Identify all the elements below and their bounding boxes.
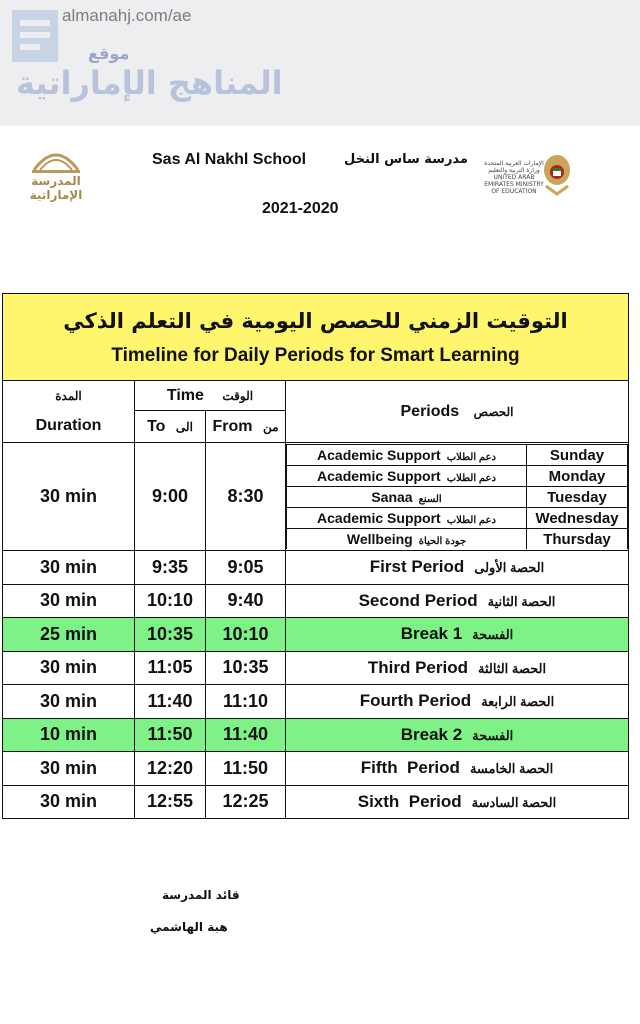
period-ar: الحصة الرابعة [481, 694, 555, 710]
periods-header-en: Periods [400, 402, 460, 420]
activity-ar: دعم الطلاب [446, 452, 496, 463]
row-from: 9:40 [206, 584, 286, 618]
principal-name: هبة الهاشمي [150, 920, 228, 934]
row-to: 10:10 [135, 584, 206, 618]
day-activity [287, 529, 527, 550]
activity-en: Academic Support [317, 447, 441, 463]
first-block-from: 8:30 [206, 443, 286, 551]
watermark-banner [0, 0, 640, 126]
ministry-text: الإمارات العربية المتحدة وزارة التربية والتعليم UNITED ARAB EMIRATES MINISTRY OF EDUCATION [484, 160, 544, 195]
period-row [3, 685, 629, 719]
day-name: Monday [527, 466, 628, 487]
school-logo-text: المدرسة الإماراتية [29, 174, 83, 202]
duration-header-en: Duration [35, 417, 102, 435]
row-from: 10:35 [206, 651, 286, 685]
period-row [3, 584, 629, 618]
row-period [286, 618, 629, 652]
from-header [206, 411, 286, 443]
day-activity [287, 466, 527, 487]
row-duration: 30 min [3, 551, 135, 585]
day-row [287, 445, 628, 466]
from-header-ar: من [262, 419, 279, 434]
academic-year: 2021-2020 [262, 200, 339, 217]
uae-emblem-icon [540, 150, 574, 198]
row-to: 12:55 [135, 785, 206, 819]
period-en: Fourth Period [359, 691, 472, 711]
period-ar: الفسحة [472, 727, 514, 743]
periods-header-ar: الحصص [473, 404, 514, 419]
day-activity [287, 487, 527, 508]
row-period [286, 685, 629, 719]
row-from: 11:10 [206, 685, 286, 719]
period-ar: الحصة الثانية [487, 593, 556, 609]
period-en: First Period [369, 557, 465, 577]
day-activity [287, 445, 527, 466]
watermark-logo-icon [8, 6, 62, 66]
row-period [286, 551, 629, 585]
row-from: 9:05 [206, 551, 286, 585]
to-header-en: To [147, 417, 166, 435]
period-en: Third Period [367, 657, 468, 677]
time-header-en: Time [166, 386, 204, 404]
duration-header-ar: المدة [55, 388, 82, 403]
first-block-duration: 30 min [3, 443, 135, 551]
period-row [3, 551, 629, 585]
row-to: 11:05 [135, 651, 206, 685]
period-en: Second Period [358, 590, 478, 610]
period-en: Fifth Period [360, 758, 460, 778]
period-row [3, 651, 629, 685]
period-ar: الحصة السادسة [471, 794, 557, 810]
activity-ar: السنع [418, 494, 442, 505]
row-duration: 30 min [3, 685, 135, 719]
day-row [287, 487, 628, 508]
row-from: 12:25 [206, 785, 286, 819]
row-to: 12:20 [135, 752, 206, 786]
break-row [3, 618, 629, 652]
row-duration: 30 min [3, 752, 135, 786]
row-from: 10:10 [206, 618, 286, 652]
activity-en: Wellbeing [346, 531, 413, 547]
title-ar: التوقيت الزمني للحصص اليومية في التعلم الذكي [63, 309, 568, 333]
period-en: Break 1 [400, 624, 463, 644]
watermark-line1: موقع [88, 44, 130, 63]
watermark-line2: المناهج الإماراتية [16, 64, 283, 102]
periods-header [286, 381, 629, 443]
period-ar: الحصة الخامسة [469, 761, 554, 777]
time-header [135, 381, 286, 411]
to-header [135, 411, 206, 443]
period-en: Break 2 [400, 724, 463, 744]
site-url[interactable]: almanahj.com/ae [62, 6, 192, 25]
period-row [3, 752, 629, 786]
day-name: Wednesday [527, 508, 628, 529]
from-header-en: From [212, 417, 253, 435]
break-row [3, 718, 629, 752]
row-from: 11:40 [206, 718, 286, 752]
row-duration: 25 min [3, 618, 135, 652]
school-name-en: Sas Al Nakhl School [152, 151, 307, 168]
emirati-school-logo [14, 140, 98, 204]
period-row [3, 785, 629, 819]
row-to: 10:35 [135, 618, 206, 652]
row-period [286, 651, 629, 685]
day-activity [287, 508, 527, 529]
period-en: Sixth Period [357, 791, 462, 811]
activity-ar: جودة الحياة [418, 536, 467, 547]
activity-en: Academic Support [317, 468, 441, 484]
duration-header [3, 381, 135, 411]
activity-ar: دعم الطلاب [446, 515, 496, 526]
period-ar: الفسحة [472, 627, 514, 643]
activity-en: Sanaa [371, 489, 413, 505]
activity-ar: دعم الطلاب [446, 473, 496, 484]
day-name: Thursday [527, 529, 628, 550]
title-en: Timeline for Daily Periods for Smart Learning [111, 345, 520, 366]
row-from: 11:50 [206, 752, 286, 786]
principal-title: قائد المدرسة [162, 888, 240, 902]
row-period [286, 752, 629, 786]
day-row [287, 466, 628, 487]
row-period [286, 584, 629, 618]
first-block-to: 9:00 [135, 443, 206, 551]
activity-en: Academic Support [317, 510, 441, 526]
first-block-days [286, 443, 629, 551]
day-row [287, 508, 628, 529]
day-row [287, 529, 628, 550]
period-ar: الحصة الأولى [474, 560, 545, 576]
day-name: Sunday [527, 445, 628, 466]
row-to: 9:35 [135, 551, 206, 585]
duration-header-en-cell [3, 411, 135, 443]
row-period [286, 718, 629, 752]
row-to: 11:50 [135, 718, 206, 752]
first-block-row [3, 443, 629, 551]
row-period [286, 785, 629, 819]
timetable [2, 293, 628, 821]
row-duration: 30 min [3, 651, 135, 685]
timetable-title [3, 294, 629, 381]
school-name-ar: مدرسة ساس النخل [344, 152, 468, 167]
period-ar: الحصة الثالثة [477, 660, 547, 676]
to-header-ar: الى [175, 419, 193, 434]
time-header-ar: الوقت [222, 388, 254, 403]
row-duration: 30 min [3, 785, 135, 819]
day-name: Tuesday [527, 487, 628, 508]
row-duration: 30 min [3, 584, 135, 618]
row-to: 11:40 [135, 685, 206, 719]
row-duration: 10 min [3, 718, 135, 752]
